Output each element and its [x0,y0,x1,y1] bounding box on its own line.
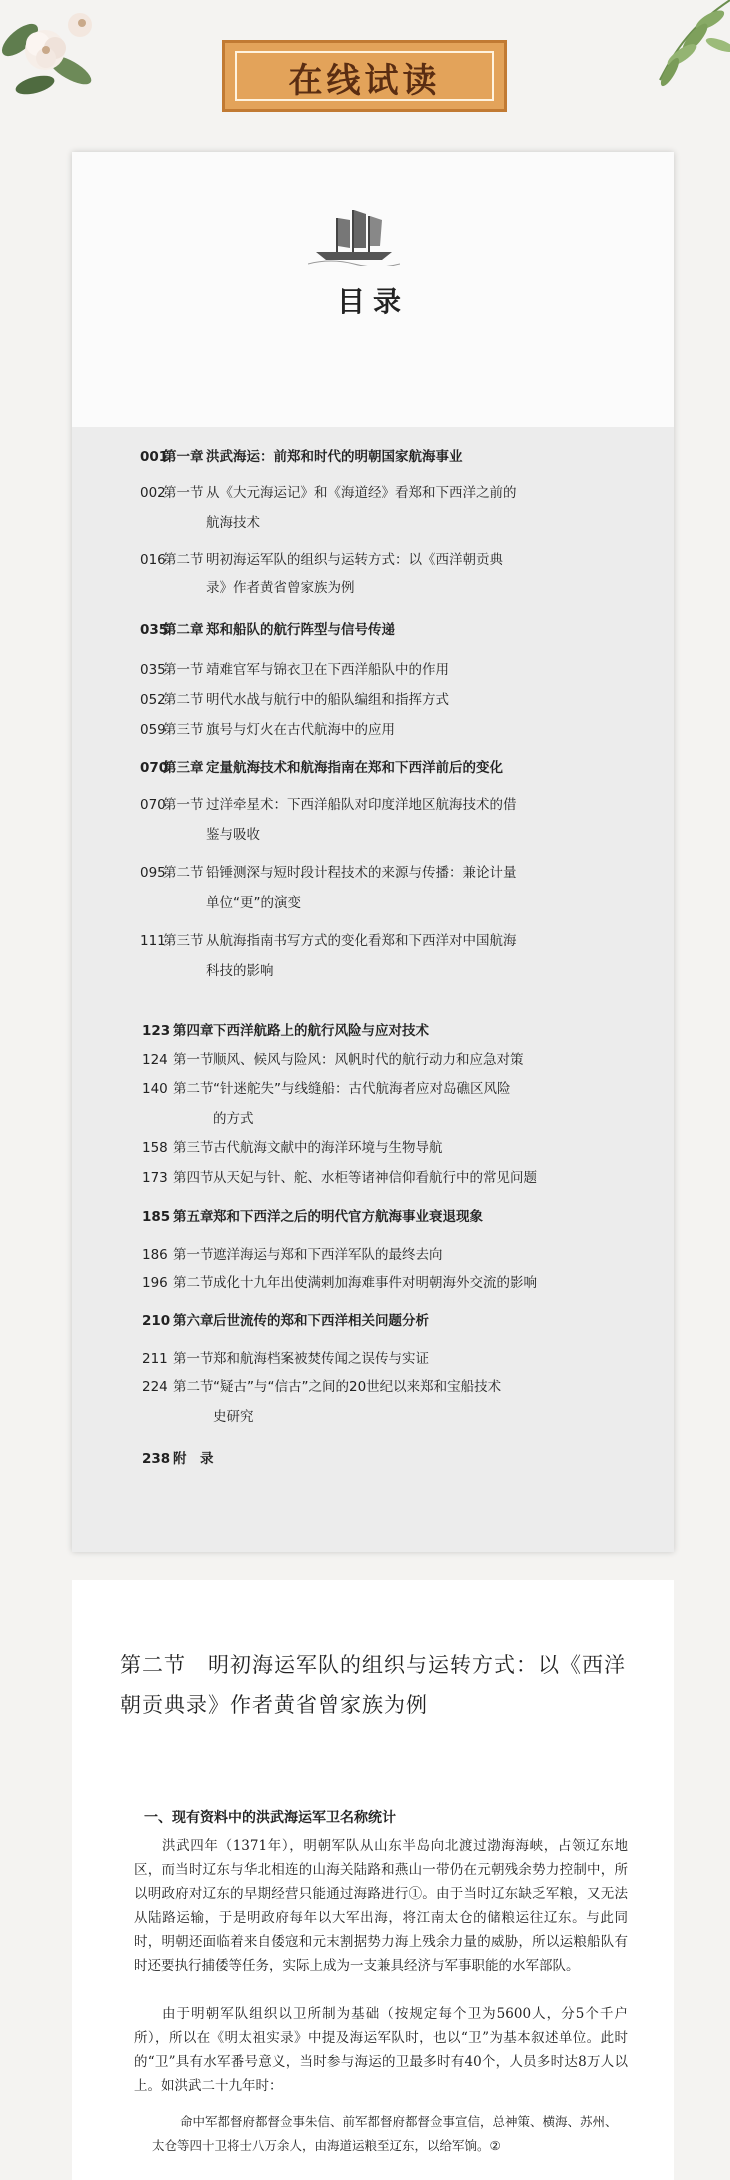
toc-page-number: 016 [140,552,166,568]
block-quote: 命中军都督府都督佥事朱信、前军都督府都督佥事宣信，总神策、横海、苏州、太仓等四十卫将士八万余人，由海道运粮至辽东，以给军饷。② [152,2114,618,2153]
toc-entry-title: 郑和船队的航行阵型与信号传递 [206,622,395,638]
toc-entry-title: 过洋牵星术：下西洋船队对印度洋地区航海技术的借 [206,797,517,813]
toc-page-number: 123 [142,1023,171,1039]
toc-page-number: 210 [142,1313,171,1329]
toc-page-number: 052 [140,692,166,708]
toc-page-number: 224 [142,1379,168,1395]
magnolia-flower-decoration [0,0,110,110]
toc-entry-label: 第二章 [163,622,204,638]
toc-page-number: 211 [142,1351,168,1367]
ship-illustration-icon [308,204,400,266]
toc-entry-label: 第二节 [163,552,204,568]
toc-page-number: 035 [140,662,166,678]
toc-entry-title: 录》作者黄省曾家族为例 [206,580,355,596]
toc-entry-title: 靖难官军与锦衣卫在下西洋船队中的作用 [206,662,449,678]
banner-title: 在线试读 [288,61,441,101]
toc-entry-label: 第二节 [163,692,204,708]
toc-entry-title: 从天妃与针、舵、水柜等诸神信仰看航行中的常见问题 [213,1170,537,1186]
toc-entry-label: 第一节 [173,1247,214,1263]
toc-entry-title: 古代航海文献中的海洋环境与生物导航 [213,1140,443,1156]
toc-entry-title: 洪武海运：前郑和时代的明朝国家航海事业 [206,449,463,465]
toc-entry-label: 第二节 [173,1379,214,1395]
toc-entry-title: 遮洋海运与郑和下西洋军队的最终去向 [213,1247,443,1263]
excerpt-page [72,1580,674,2180]
toc-page-number: 185 [142,1209,171,1225]
toc-entry-label: 第四节 [173,1170,214,1186]
toc-entry-title: 郑和下西洋之后的明代官方航海事业衰退现象 [213,1209,483,1225]
toc-entry-title: 明初海运军队的组织与运转方式：以《西洋朝贡典 [206,552,503,568]
toc-entry-title: 的方式 [213,1111,254,1127]
paragraph: 洪武四年（1371年），明朝军队从山东半岛向北渡过渤海海峡，占领辽东地区，而当时辽东与华北相连的山海关陆路和燕山一带仍在元朝残余势力控制中，所以明政府对辽东的早期经营只能通过海路进行①。由于当时辽东缺乏军粮，又无法从陆路运输，于是明政府每年以大军出海，将江南太仓的储粮运往辽东。与此同时，明朝还面临着来自倭寇和元末割据势力海上残余力量的威胁，所以运粮船队有时还要执行捕倭等任务，实际上成为一支兼具经济与军事职能的水军部队。 [134,1838,628,1974]
toc-entry-title: 顺风、候风与险风：风帆时代的航行动力和应急对策 [213,1052,524,1068]
subheading: 一、现有资料中的洪武海运军卫名称统计 [144,1810,396,1826]
toc-page-number: 059 [140,722,166,738]
toc-entry-title: 铅锤测深与短时段计程技术的来源与传播：兼论计量 [206,865,517,881]
toc-entry-label: 第二节 [173,1275,214,1291]
toc-entry-label: 第一节 [163,485,204,501]
toc-entry-title: 明代水战与航行中的船队编组和指挥方式 [206,692,449,708]
toc-entry-label: 第三章 [163,760,204,776]
toc-page-number: 095 [140,865,166,881]
toc-entry-label: 附 录 [173,1451,214,1467]
toc-page-number: 001 [140,449,169,465]
toc-page-number: 035 [140,622,169,638]
toc-entry-title: 成化十九年出使满剌加海难事件对明朝海外交流的影响 [213,1275,537,1291]
toc-entry-label: 第一章 [163,449,204,465]
toc-page-number: 196 [142,1275,168,1291]
title-banner [222,40,507,112]
toc-entry-title: 下西洋航路上的航行风险与应对技术 [213,1023,429,1039]
toc-entry-title: 史研究 [213,1409,254,1425]
toc-entry-title: 后世流传的郑和下西洋相关问题分析 [213,1313,429,1329]
toc-entry-label: 第四章 [173,1023,214,1039]
toc-entry-label: 第二节 [173,1081,214,1097]
toc-page-number: 111 [140,933,166,949]
toc-entry-title: 科技的影响 [206,963,274,979]
toc-page-number: 173 [142,1170,168,1186]
toc-entry-title: 从航海指南书写方式的变化看郑和下西洋对中国航海 [206,933,517,949]
toc-entry-title: 旗号与灯火在古代航海中的应用 [206,722,395,738]
toc-entry-label: 第一节 [163,662,204,678]
toc-page-number: 070 [140,797,166,813]
toc-entry-label: 第一节 [173,1052,214,1068]
leaf-decoration [620,0,730,110]
toc-entry-title: “疑古”与“信古”之间的20世纪以来郑和宝船技术 [213,1379,502,1395]
toc-page [72,152,674,1552]
paragraph: 由于明朝军队组织以卫所制为基础（按规定每个卫为5600人，分5个千户所），所以在《明太祖实录》中提及海运军队时，也以“卫”为基本叙述单位。此时的“卫”具有水军番号意义，当时参与海运的卫最多时有40个，人员多时达8万人以上。如洪武二十九年时： [134,2006,628,2094]
toc-page-number: 070 [140,760,169,776]
toc-page-number: 124 [142,1052,168,1068]
toc-page-number: 002 [140,485,166,501]
toc-heading: 目录 [336,285,409,318]
toc-entry-title: 郑和航海档案被焚传闻之误传与实证 [213,1351,429,1367]
toc-entry-title: 航海技术 [206,515,260,531]
toc-entry-label: 第一节 [173,1351,214,1367]
toc-entry-label: 第一节 [163,797,204,813]
section-title: 第二节 明初海运军队的组织与运转方式：以《西洋朝贡典录》作者黄省曾家族为例 [120,1653,626,1717]
toc-entry-title: 定量航海技术和航海指南在郑和下西洋前后的变化 [206,760,503,776]
toc-entry-title: 鉴与吸收 [206,827,260,843]
toc-page-number: 140 [142,1081,168,1097]
toc-entry-title: 从《大元海运记》和《海道经》看郑和下西洋之前的 [206,485,517,501]
toc-entry-title: “针迷舵失”与线缝船：古代航海者应对岛礁区风险 [213,1081,511,1097]
toc-page-number: 238 [142,1451,171,1467]
toc-entry-label: 第二节 [163,865,204,881]
toc-entry-label: 第三节 [163,933,204,949]
toc-entry-label: 第三节 [173,1140,214,1156]
toc-entry-label: 第六章 [173,1313,214,1329]
toc-entry-title: 单位“更”的演变 [206,895,301,911]
toc-entry-label: 第五章 [173,1209,214,1225]
toc-entry-label: 第三节 [163,722,204,738]
toc-page-number: 186 [142,1247,168,1263]
toc-page-number: 158 [142,1140,168,1156]
